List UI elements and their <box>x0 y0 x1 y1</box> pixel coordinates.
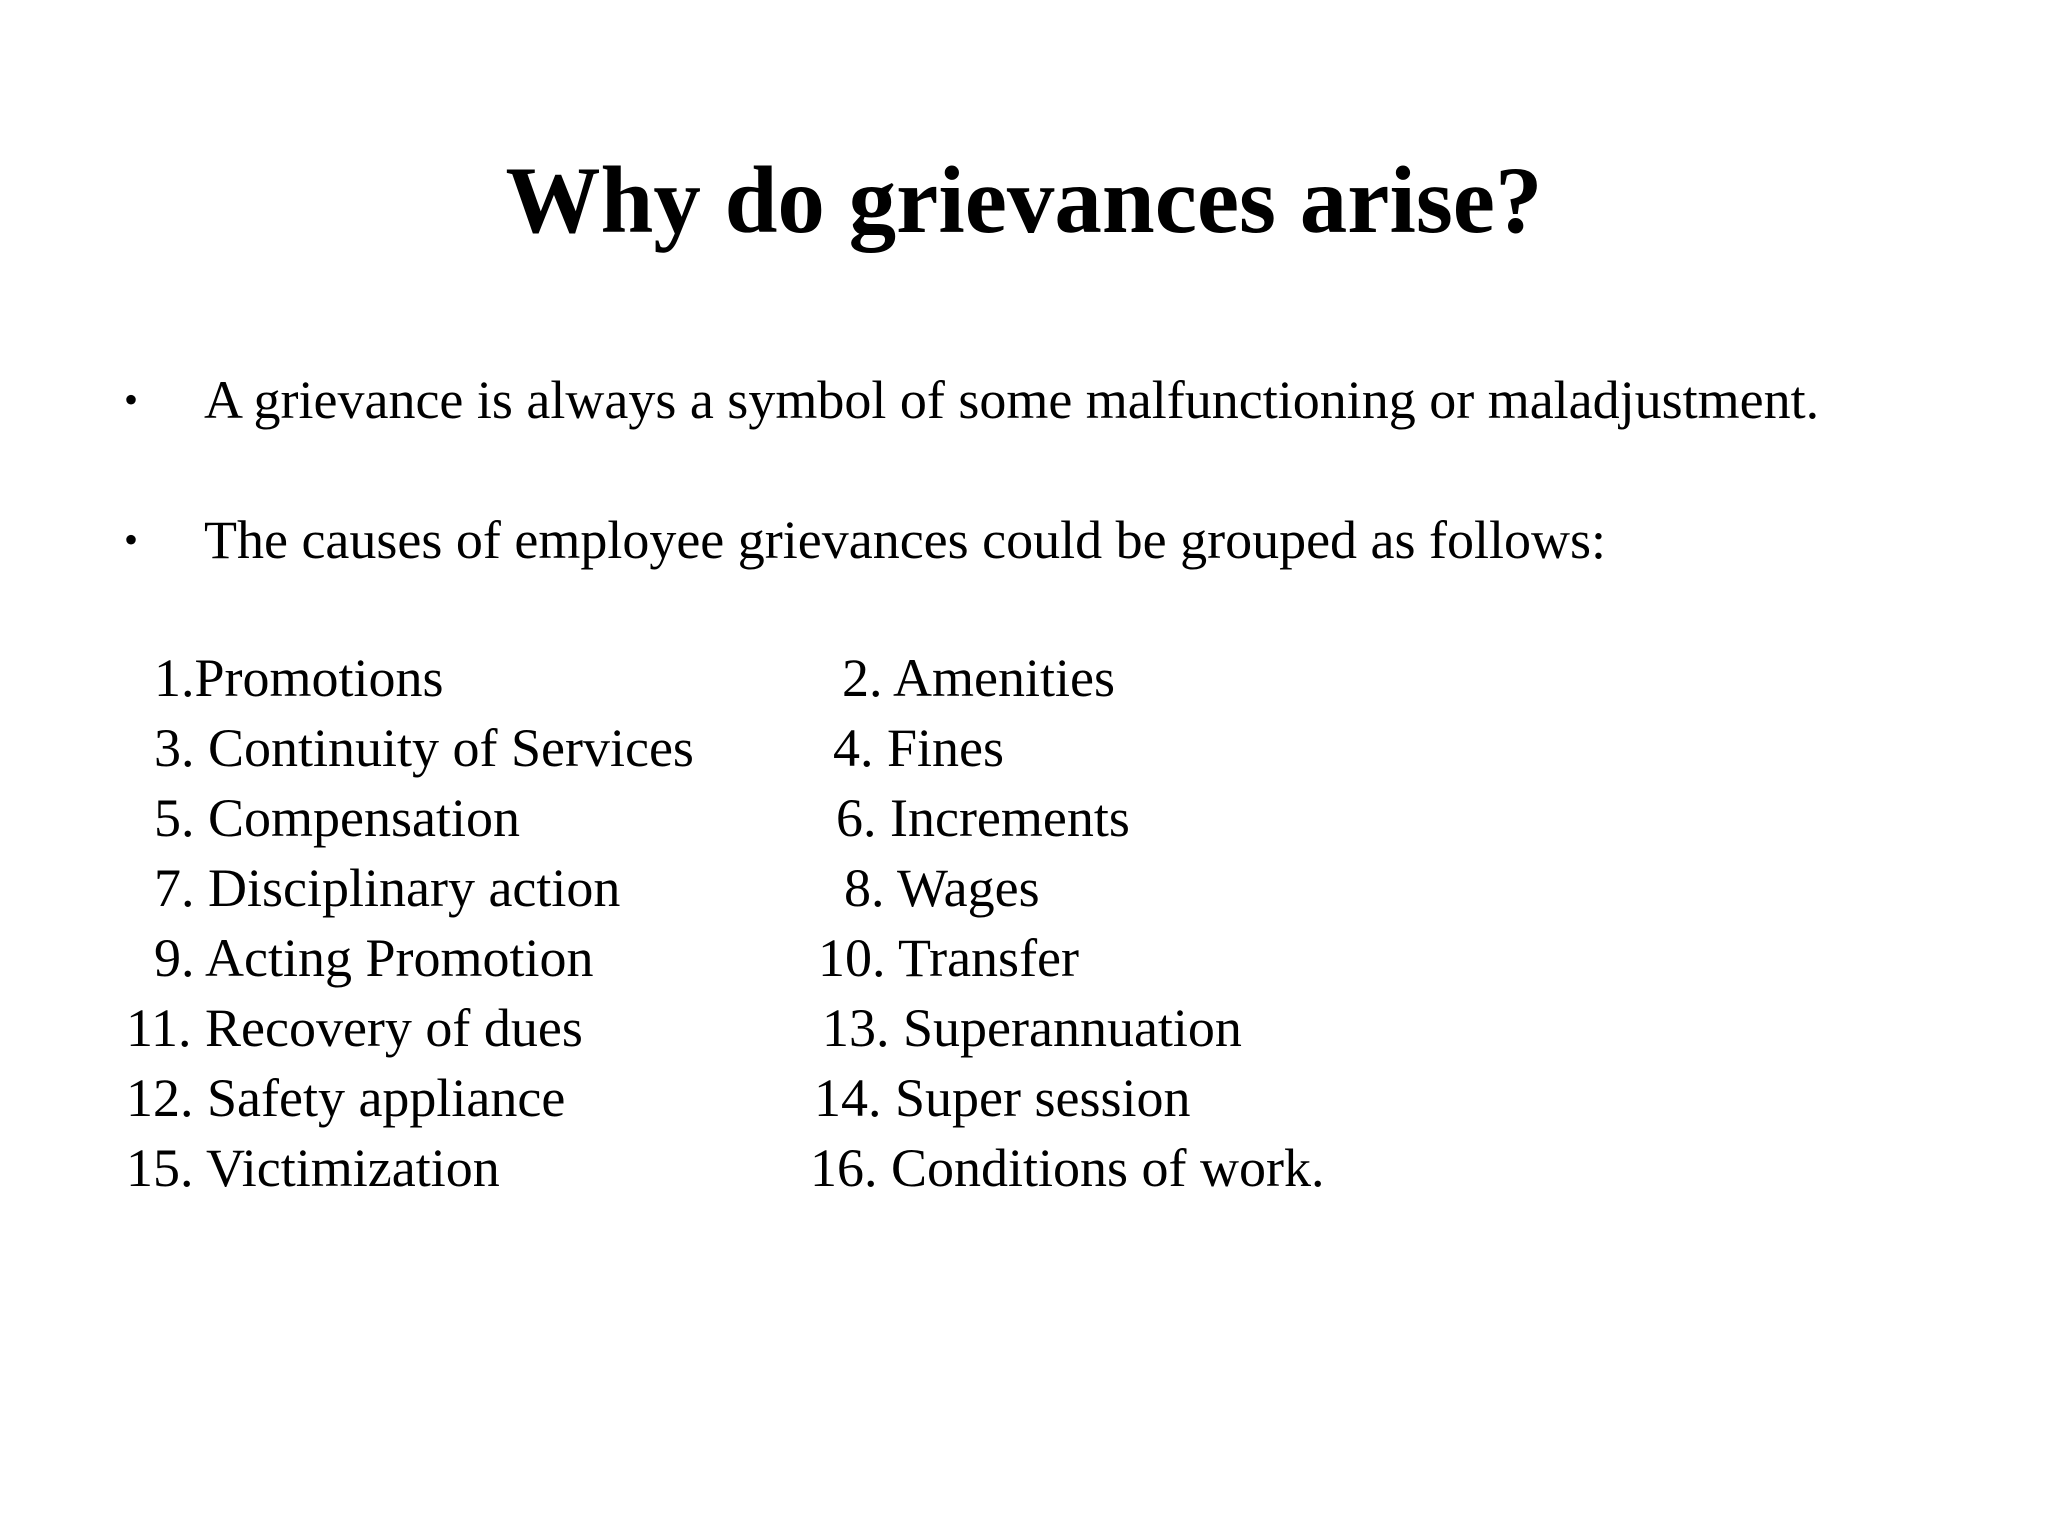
cause-item: 12. Safety appliance <box>126 1068 566 1128</box>
bullet-text: A grievance is always a symbol of some malfunctioning or maladjustment. <box>204 370 1820 430</box>
causes-row <box>0 1063 2048 1133</box>
causes-row <box>0 853 2048 923</box>
cause-item: 1.Promotions <box>154 648 444 708</box>
cause-item: 4. Fines <box>833 718 1005 778</box>
bullet-text: The causes of employee grievances could be grouped as follows: <box>204 510 1607 570</box>
cause-item: 11. Recovery of dues <box>126 998 583 1058</box>
causes-list <box>0 643 2048 1203</box>
cause-item: 16. Conditions of work. <box>810 1138 1325 1198</box>
causes-row <box>0 713 2048 783</box>
causes-row <box>0 993 2048 1063</box>
bullet-icon: • <box>124 517 139 562</box>
cause-item: 8. Wages <box>844 858 1040 918</box>
cause-item: 15. Victimization <box>126 1138 500 1198</box>
cause-item: 10. Transfer <box>818 928 1080 988</box>
cause-item: 13. Superannuation <box>822 998 1242 1058</box>
cause-item: 9. Acting Promotion <box>154 928 594 988</box>
causes-row <box>0 643 2048 713</box>
causes-row <box>0 783 2048 853</box>
cause-item: 3. Continuity of Services <box>154 718 694 778</box>
bullet-icon: • <box>124 377 139 422</box>
cause-item: 5. Compensation <box>154 788 520 848</box>
causes-row <box>0 923 2048 993</box>
cause-item: 6. Increments <box>836 788 1130 848</box>
cause-item: 2. Amenities <box>842 648 1115 708</box>
cause-item: 7. Disciplinary action <box>154 858 621 918</box>
slide-title: Why do grievances arise? <box>505 147 1543 253</box>
causes-row <box>0 1133 2048 1203</box>
cause-item: 14. Super session <box>814 1068 1191 1128</box>
